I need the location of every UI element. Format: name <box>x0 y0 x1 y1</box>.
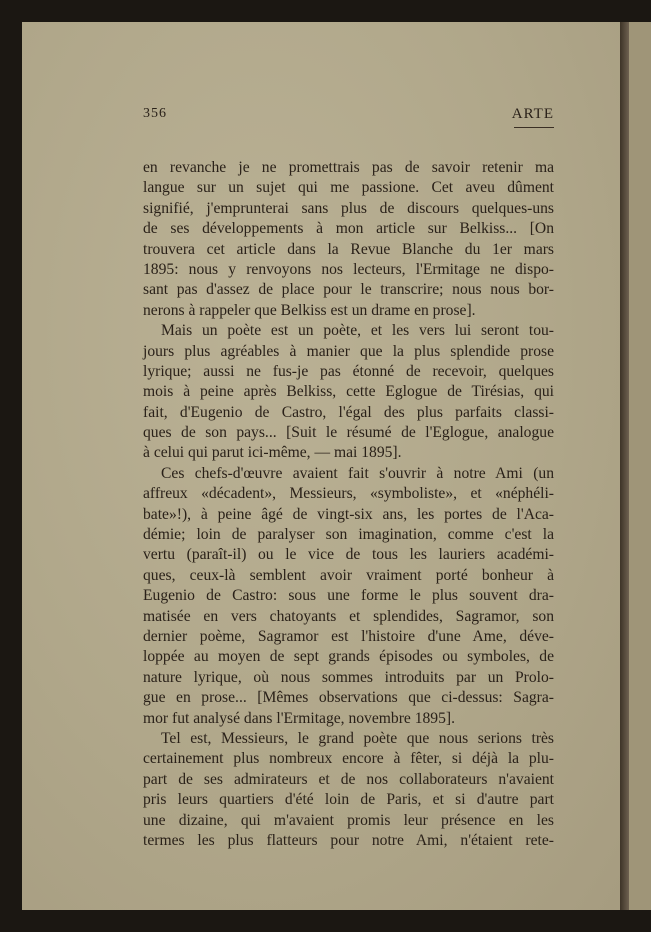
page-number: 356 <box>143 106 167 121</box>
text-line: nature lyrique, où nous sommes introduits par un Prolo- <box>143 668 554 686</box>
header-title: ARTE <box>511 106 554 122</box>
text-line: loppée au moyen de sept grands épisodes ou symboles, de <box>143 648 554 666</box>
text-line: part de ses admirateurs et de nos collaborateurs n'avaient <box>143 770 554 788</box>
text-line: gue en prose... [Mêmes observations que ci-dessus: Sagra- <box>143 689 554 707</box>
text-line: fait, d'Eugenio de Castro, l'égal des plus parfaits classi- <box>143 403 554 421</box>
text-line: lyrique; aussi ne fus-je pas étonné de recevoir, quelques <box>143 362 554 380</box>
text-line: certainement plus nombreux encore à fêter, si déjà la plu- <box>143 750 554 768</box>
text-line: une dizaine, qui m'avaient promis leur présence en les <box>143 811 554 829</box>
text-line: Ces chefs-d'œuvre avaient fait s'ouvrir à notre Ami (un <box>161 464 554 482</box>
text-line: Eugenio de Castro: sous une forme le plus souvent dra- <box>143 587 554 605</box>
header-rule <box>514 127 554 128</box>
text-line: jours plus agréables à manier que la plus splendide prose <box>143 342 554 360</box>
text-line: nerons à rappeler que Belkiss est un drame en prose]. <box>143 301 476 319</box>
text-line: signifié, j'emprunterai sans plus de discours quelques-uns <box>143 199 554 217</box>
text-line: ques de son pays... [Suit le résumé de l'Eglogue, analogue <box>143 424 554 442</box>
text-line: à celui qui parut ici-même, — mai 1895]. <box>143 444 402 462</box>
text-line: mor fut analysé dans l'Ermitage, novembre 1895]. <box>143 709 455 727</box>
text-line: bate»!), à peine âgé de vingt-six ans, les portes de l'Aca- <box>143 505 554 523</box>
text-line: de ses développements à mon article sur Belkiss... [On <box>143 220 554 238</box>
text-line: trouvera cet article dans la Revue Blanche du 1er mars <box>143 240 554 258</box>
text-line: affreux «décadent», Messieurs, «symboliste», et «néphéli- <box>143 485 554 503</box>
text-line: matisée en vers chatoyants et splendides, Sagramor, son <box>143 607 554 625</box>
running-header <box>143 106 554 128</box>
text-line: termes les plus flatteurs pour notre Ami, n'étaient rete- <box>143 831 554 849</box>
body-text <box>143 158 554 851</box>
text-line: ques, ceux-là semblent avoir vraiment porté bonheur à <box>143 566 554 584</box>
facing-page-edge <box>629 22 651 910</box>
text-line: 1895: nous y renvoyons nos lecteurs, l'Ermitage ne dispo- <box>143 260 554 278</box>
text-line: dernier poème, Sagramor est l'histoire d'une Ame, déve- <box>143 627 554 645</box>
text-line: Tel est, Messieurs, le grand poète que nous serions très <box>161 729 554 747</box>
text-line: démie; loin de paralyser son imagination, comme c'est la <box>143 526 554 544</box>
text-line: mois à peine après Belkiss, cette Eglogue de Tirésias, qui <box>143 383 554 401</box>
text-line: vertu (paraît-il) ou le vice de tous les lauriers académi- <box>143 546 554 564</box>
text-line: pris leurs quartiers d'été loin de Paris, et si d'autre part <box>143 791 554 809</box>
text-line: Mais un poète est un poète, et les vers lui seront tou- <box>161 322 554 340</box>
text-line: langue sur un sujet qui me passione. Cet aveu dûment <box>143 179 554 197</box>
book-gutter <box>620 22 629 910</box>
text-line: en revanche je ne promettrais pas de savoir retenir ma <box>143 159 554 176</box>
text-line: sant pas d'assez de place pour le transcrire; nous nous bor- <box>143 281 554 299</box>
